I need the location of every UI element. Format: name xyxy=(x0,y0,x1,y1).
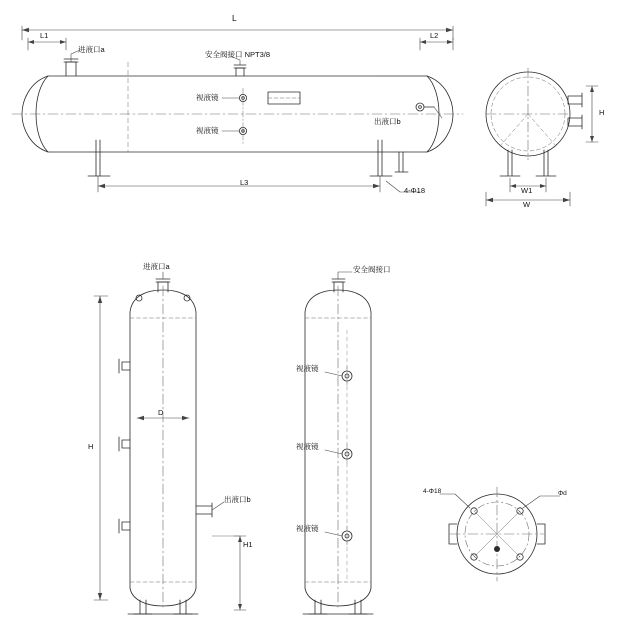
label-bolt-holes-horizontal: 4-Φ18 xyxy=(404,186,425,195)
label-vertical-inlet-a: 进液口a xyxy=(143,262,170,271)
label-sight-glass-bottom: 视液镜 xyxy=(196,126,219,135)
dim-label-D: D xyxy=(158,408,164,417)
dim-label-L3: L3 xyxy=(240,178,249,187)
dim-label-L1: L1 xyxy=(40,31,49,40)
label-inlet-a: 进液口a xyxy=(78,45,105,54)
dim-label-L2: L2 xyxy=(430,31,439,40)
label-sight-glass-top: 视液镜 xyxy=(196,93,219,102)
dim-label-H1: H1 xyxy=(243,540,253,549)
label-bolt-circle: Φd xyxy=(558,490,567,497)
dim-label-H-end: H xyxy=(599,108,605,117)
label-vertical-safety-valve: 安全阀接口 xyxy=(353,265,391,274)
label-safety-valve-npt: 安全阀接口 NPT3/8 xyxy=(205,50,271,59)
dim-label-W: W xyxy=(523,200,531,209)
dim-label-H-vertical: H xyxy=(88,442,94,451)
label-base-bolt-holes: 4-Φ18 xyxy=(423,488,442,495)
dim-label-L: L xyxy=(232,13,237,23)
label-vertical-sight-glass-1: 视液镜 xyxy=(296,364,319,373)
label-vertical-sight-glass-3: 视液镜 xyxy=(296,524,319,533)
dim-label-W1: W1 xyxy=(521,186,533,195)
label-vertical-sight-glass-2: 视液镜 xyxy=(296,442,319,451)
label-outlet-b: 出液口b xyxy=(374,117,401,126)
label-vertical-outlet-b: 出液口b xyxy=(224,495,251,504)
